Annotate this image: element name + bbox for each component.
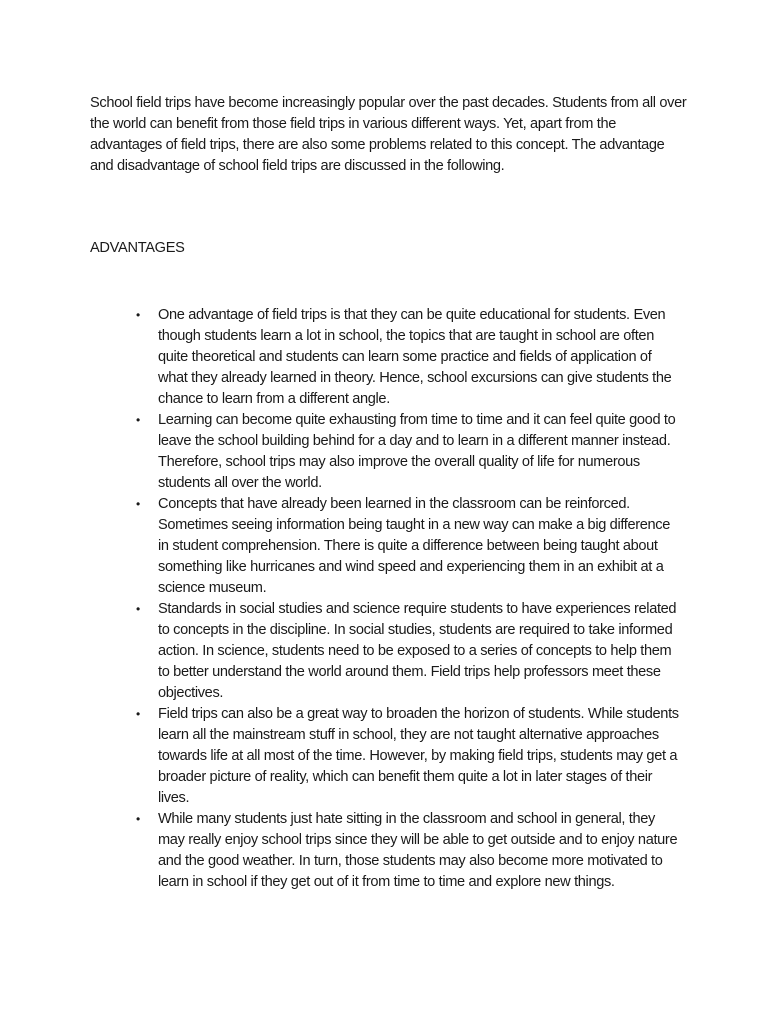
- list-item-text: One advantage of field trips is that they can be quite educational for students. Even though students learn a lot in school, the topics that are taught in school are often quite theoretical and students can learn some practice and fields of application of what they already learned in theory. Hence, school excursions can give students the chance to learn from a different angle.: [158, 307, 672, 407]
- bullet-icon: •: [136, 413, 140, 427]
- bullet-icon: •: [136, 707, 140, 721]
- list-item: [136, 494, 683, 599]
- advantages-heading: ADVANTAGES: [90, 240, 185, 256]
- list-item-text: Field trips can also be a great way to broaden the horizon of students. While students learn all the mainstream stuff in school, they are not taught alternative approaches towards life at all most of the time. However, by making field trips, students may get a broader picture of reality, which can benefit them quite a lot in later stages of their lives.: [158, 706, 679, 806]
- list-item-text: Learning can become quite exhausting from time to time and it can feel quite good to leave the school building behind for a day and to learn in a different manner instead. Therefore, school trips may also improve the overall quality of life for numerous students all over the world.: [158, 412, 676, 491]
- list-item: [136, 410, 683, 494]
- advantages-list: [136, 305, 683, 893]
- list-item: [136, 809, 683, 893]
- list-item: [136, 599, 683, 704]
- bullet-icon: •: [136, 497, 140, 511]
- list-item: [136, 305, 683, 410]
- bullet-icon: •: [136, 812, 140, 826]
- list-item-text: Standards in social studies and science require students to have experiences related to concepts in the discipline. In social studies, students are required to take informed action. In science, students need to be exposed to a series of concepts to help them to better understand the world around them. Field trips help professors meet these objectives.: [158, 601, 677, 701]
- intro-paragraph: School field trips have become increasingly popular over the past decades. Students from all over the world can benefit from those field trips in various different ways. Yet, apart from the advantages of field trips, there are also some problems related to this concept. The advantage and disadvantage of school field trips are discussed in the following.: [90, 95, 687, 174]
- list-item: [136, 704, 683, 809]
- list-item-text: Concepts that have already been learned in the classroom can be reinforced. Sometimes seeing information being taught in a new way can make a big difference in student comprehension. There is quite a difference between being taught about something like hurricanes and wind speed and experiencing them in an exhibit at a science museum.: [158, 496, 671, 596]
- bullet-icon: •: [136, 602, 140, 616]
- list-item-text: While many students just hate sitting in the classroom and school in general, they may really enjoy school trips since they will be able to get outside and to enjoy nature and the good weather. In turn, those students may also become more motivated to learn in school if they get out of it from time to time and explore new things.: [158, 811, 678, 890]
- bullet-icon: •: [136, 308, 140, 322]
